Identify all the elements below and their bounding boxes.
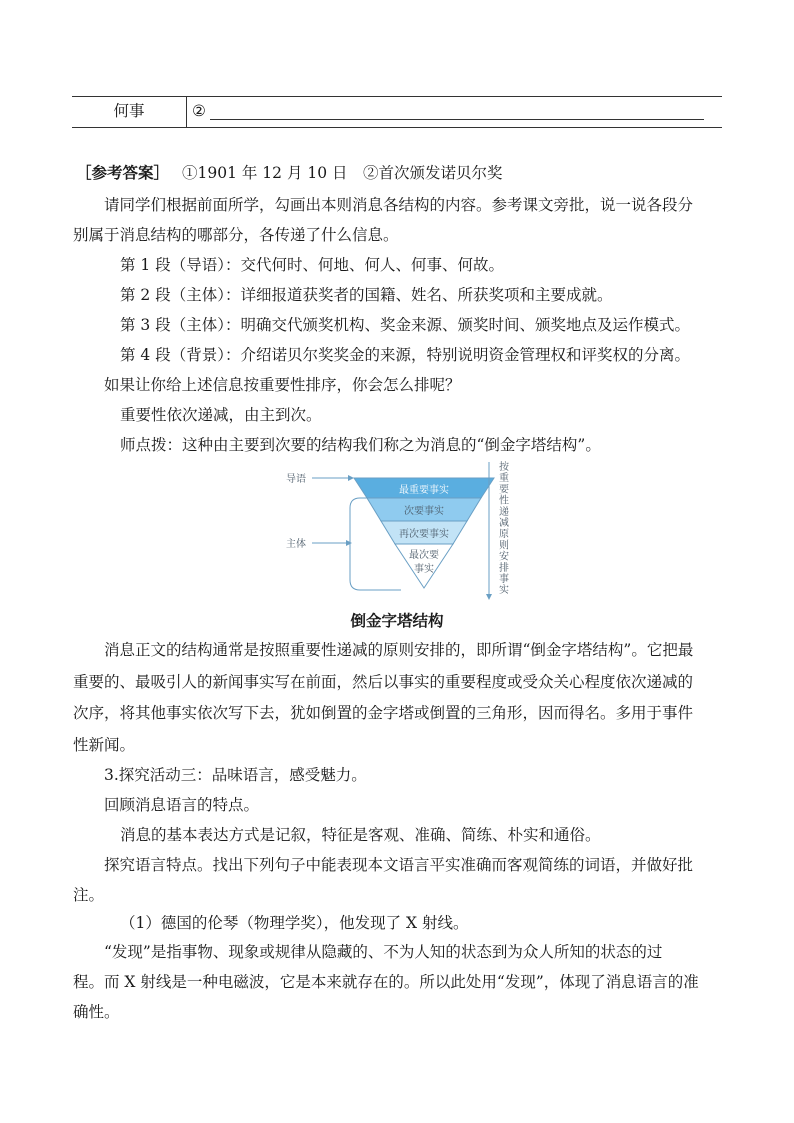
diagram-caption: 倒金字塔结构	[350, 611, 444, 630]
order-label-char: 要	[499, 484, 509, 496]
layer-1-label: 最重要事实	[399, 485, 449, 496]
layer-4-label-b: 事实	[414, 564, 434, 575]
order-label-char: 性	[499, 495, 509, 507]
paragraph-line: 消息正文的结构通常是按照重要性递减的原则安排的，即所谓“倒金字塔结构”。它把最	[104, 641, 694, 659]
reference-answer-text: ①1901 年 12 月 10 日 ②首次颁发诺贝尔奖	[182, 164, 503, 182]
layer-3-label: 再次要事实	[399, 529, 449, 540]
order-label-char: 排	[499, 562, 509, 574]
answer-line: 重要性依次递减，由主到次。	[120, 406, 322, 424]
paragraph-line: 确性。	[73, 1003, 120, 1021]
paragraph-line: 消息的基本表达方式是记叙，特征是客观、准确、简练、朴实和通俗。	[120, 826, 601, 844]
lead-arrow-head	[348, 475, 354, 481]
body-arrow-head	[346, 540, 352, 546]
paragraph-line: 回顾消息语言的特点。	[104, 796, 260, 814]
paragraph-line: “发现”是指事物、现象或规律从隐藏的、不为人知的状态到为众人所知的状态的过	[104, 943, 663, 961]
segment-1: 第 1 段（导语）：交代何时、何地、何人、何事、何故。	[120, 256, 504, 274]
table-column-divider	[186, 96, 187, 127]
table-bottom-border	[72, 127, 722, 128]
order-label-char: 减	[499, 518, 509, 529]
paragraph-line: 别属于消息结构的哪部分，各传递了什么信息。	[73, 226, 399, 244]
order-label-char: 递	[499, 506, 509, 518]
order-label-char: 重	[499, 473, 509, 485]
layer-4-label-a: 最次要	[409, 550, 439, 561]
example-sentence: （1）德国的伦琴（物理学奖），他发现了 X 射线。	[120, 914, 469, 932]
teacher-tip: 师点拨：这种由主要到次要的结构我们称之为消息的“倒金字塔结构”。	[120, 436, 601, 454]
paragraph-line: 注。	[73, 886, 105, 904]
paragraph-line: 重要的、最吸引人的新闻事实写在前面，然后以事实的重要程度或受众关心程度依次递减的	[73, 673, 694, 691]
segment-3: 第 3 段（主体）：明确交代颁奖机构、奖金来源、颁奖时间、颁奖地点及运作模式。	[120, 316, 690, 334]
order-label-char: 安	[499, 551, 509, 563]
order-label-char: 按	[499, 462, 509, 473]
lead-label: 导语	[286, 474, 306, 485]
order-label-char: 事	[499, 574, 509, 585]
paragraph-line: 请同学们根据前面所学，勾画出本则消息各结构的内容。参考课文旁批，说一说各段分	[104, 196, 694, 214]
order-label-char: 原	[499, 529, 509, 541]
table-row-value: ②	[192, 102, 206, 120]
segment-2: 第 2 段（主体）：详细报道获奖者的国籍、姓名、所获奖项和主要成就。	[120, 286, 613, 304]
table-row-label: 何事	[113, 102, 145, 120]
order-label-char: 实	[499, 585, 509, 597]
paragraph-line: 次序，将其他事实依次写下去，犹如倒置的金字塔或倒置的三角形，因而得名。多用于事件	[73, 704, 694, 722]
body-label: 主体	[286, 539, 306, 550]
question-line: 如果让你给上述信息按重要性排序，你会怎么排呢？	[104, 376, 461, 394]
table-top-border	[72, 96, 722, 97]
order-label-char: 则	[499, 540, 509, 552]
layer-2-label: 次要事实	[404, 506, 444, 517]
activity-heading: 3.探究活动三：品味语言，感受魅力。	[104, 766, 367, 784]
fill-in-blank-line	[210, 119, 704, 120]
segment-4: 第 4 段（背景）：介绍诺贝尔奖奖金的来源，特别说明资金管理权和评奖权的分离。	[120, 346, 690, 364]
reference-answer-tag: ［参考答案］	[76, 163, 170, 182]
order-arrow-head	[486, 594, 492, 600]
paragraph-line: 性新闻。	[73, 736, 136, 754]
paragraph-line: 程。而 X 射线是一种电磁波，它是本来就存在的。所以此处用“发现”，体现了消息语言的准	[73, 973, 699, 991]
order-vertical-label	[499, 460, 510, 596]
inverted-pyramid-diagram	[276, 458, 516, 606]
paragraph-line: 探究语言特点。找出下列句子中能表现本文语言平实准确而客观简练的词语，并做好批	[104, 856, 694, 874]
